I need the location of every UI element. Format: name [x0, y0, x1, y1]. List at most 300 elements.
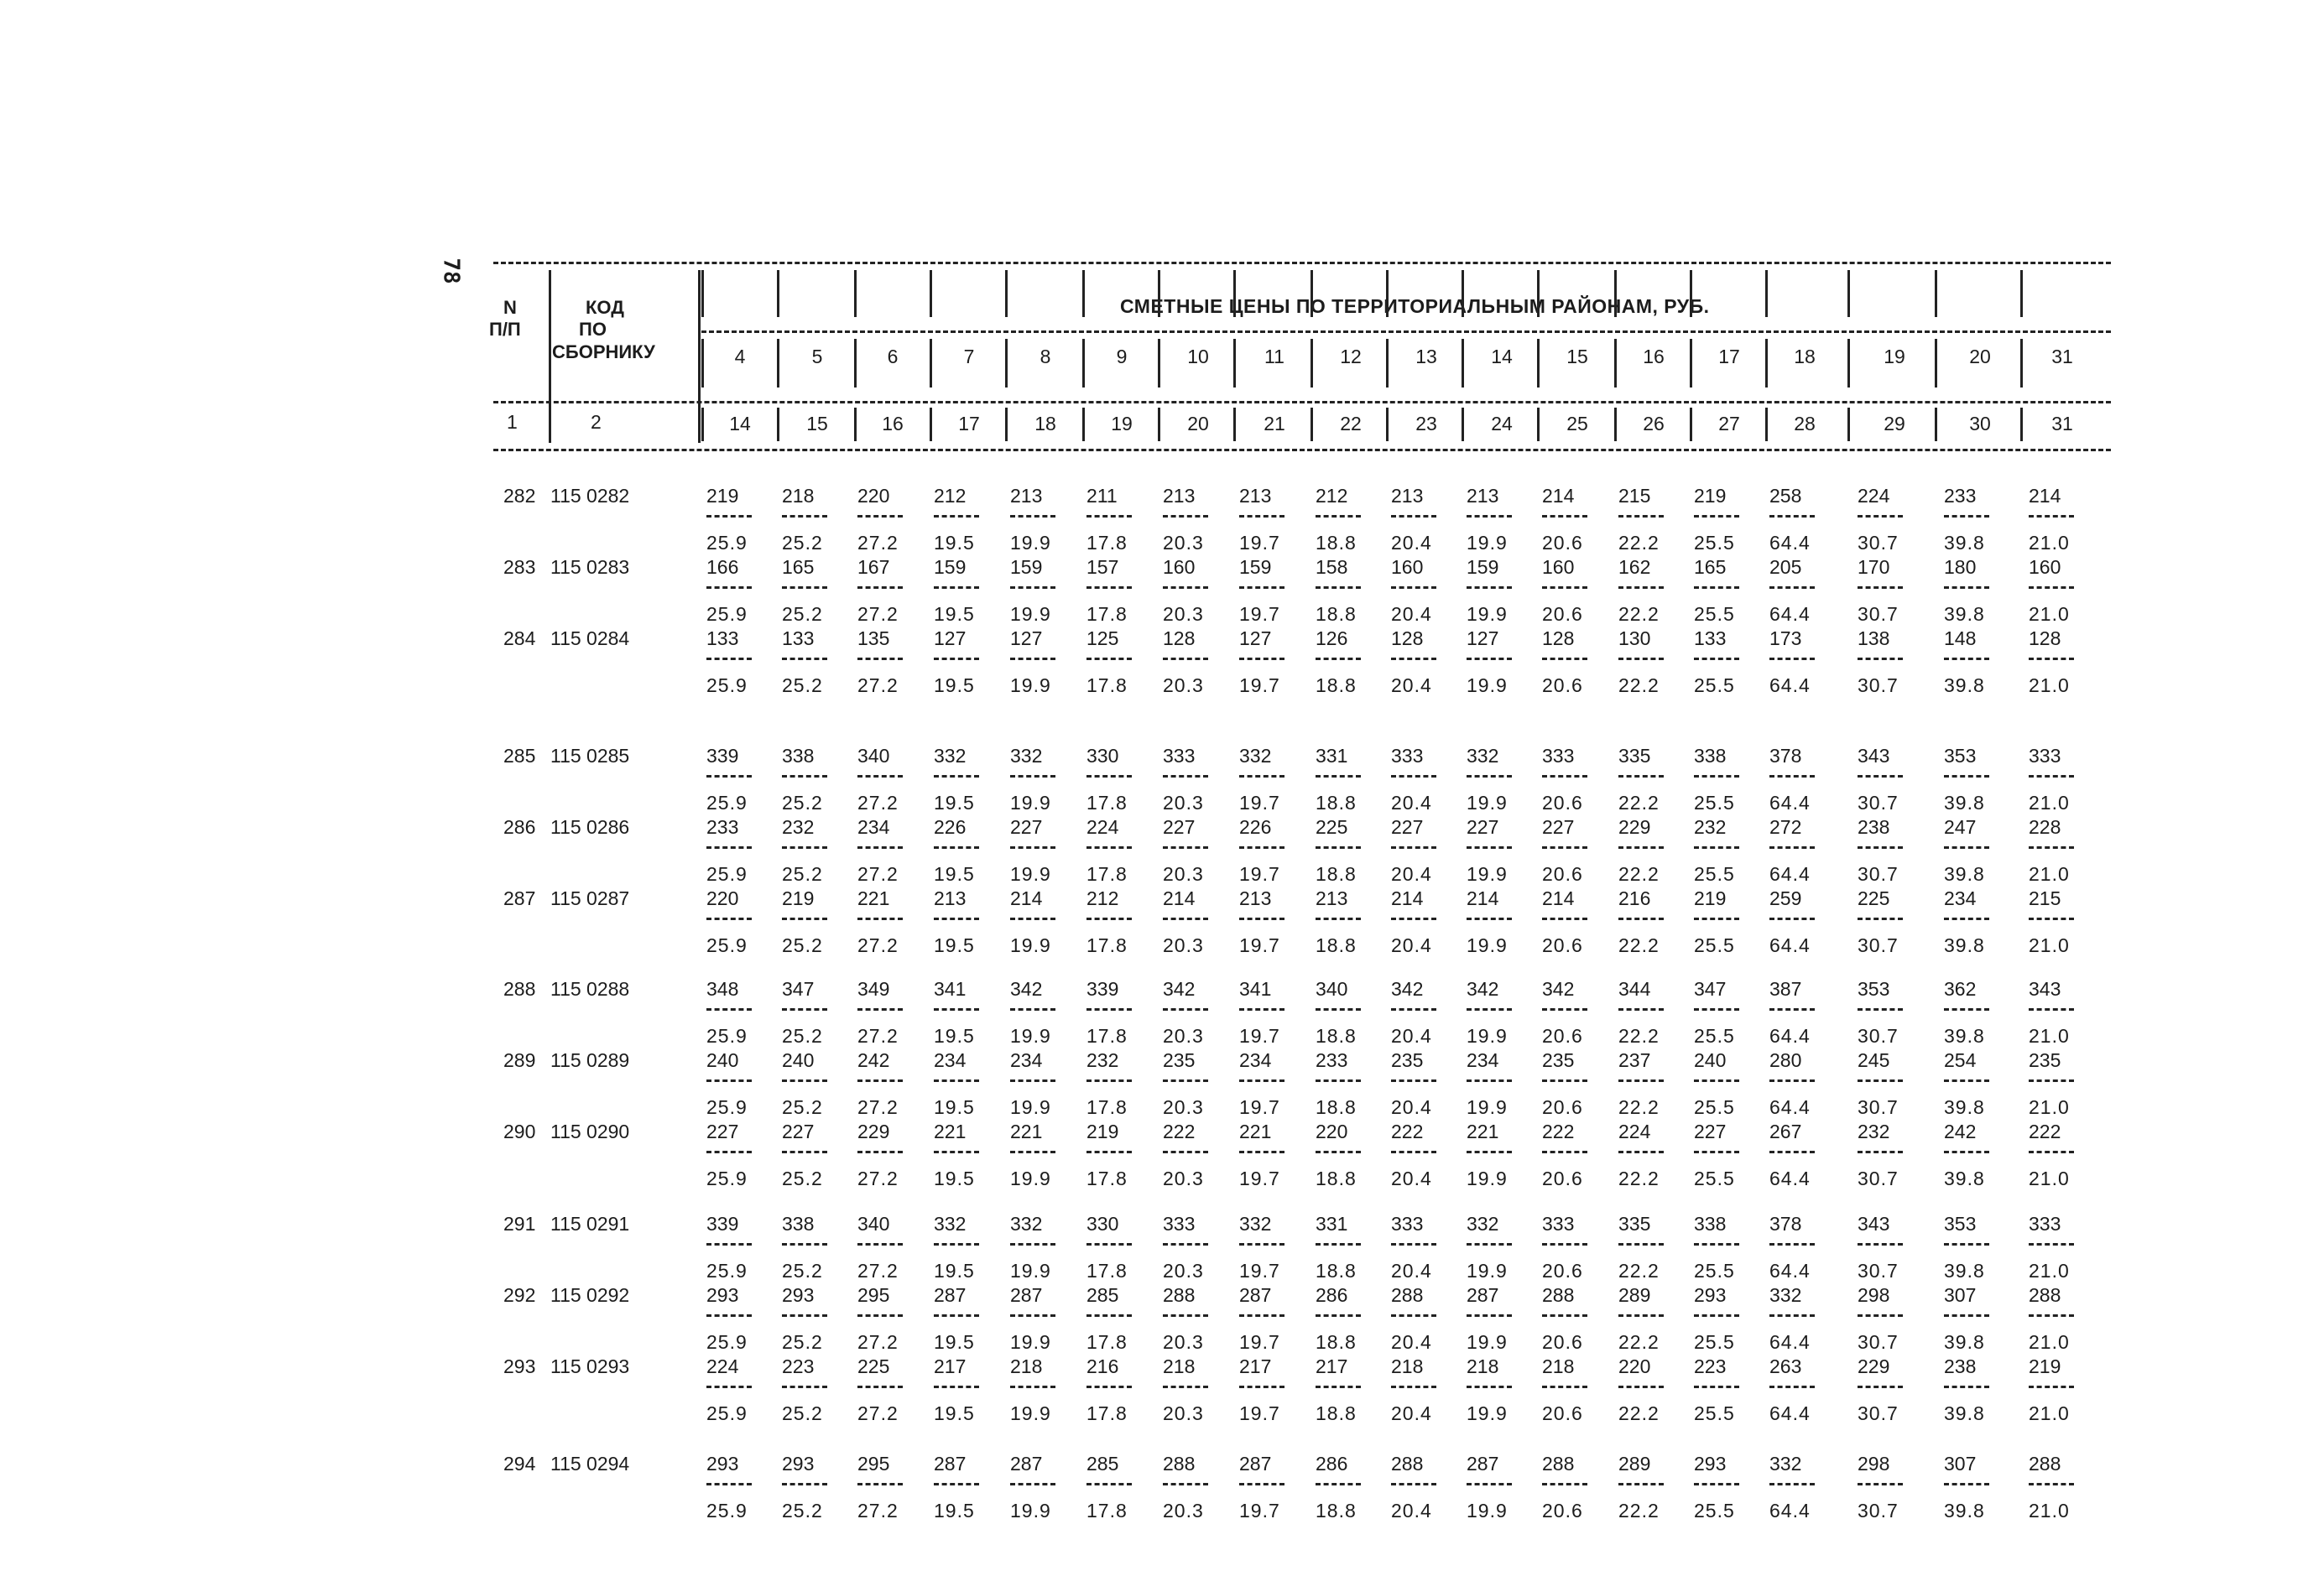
fraction-bar [1542, 1314, 1587, 1317]
index-col-divider [1005, 408, 1008, 441]
price-value: 128 [1163, 627, 1196, 649]
price-value: 135 [857, 627, 890, 649]
price-value: 229 [1858, 1355, 1890, 1377]
price-value: 245 [1858, 1049, 1890, 1071]
region-header: 15 [1566, 346, 1588, 367]
index-coefficient: 19.9 [1467, 603, 1508, 625]
fraction-bar [1467, 918, 1512, 920]
fraction-bar [1944, 1314, 1989, 1317]
index-coefficient: 20.3 [1163, 934, 1204, 956]
price-value: 289 [1618, 1284, 1651, 1306]
price-value: 160 [1163, 556, 1196, 578]
fraction-bar [706, 1151, 752, 1153]
index-coefficient: 39.8 [1944, 1168, 1985, 1189]
index-coefficient: 27.2 [857, 603, 899, 625]
fraction-bar [1618, 1008, 1664, 1011]
fraction-bar [1542, 918, 1587, 920]
price-value: 159 [934, 556, 967, 578]
fraction-bar [1316, 1079, 1361, 1082]
fraction-bar [1391, 1079, 1436, 1082]
region-header: 11 [1264, 346, 1284, 367]
price-value: 287 [1239, 1453, 1272, 1475]
fraction-bar [782, 1151, 827, 1153]
index-coefficient: 64.4 [1769, 934, 1811, 956]
price-value: 339 [706, 745, 739, 767]
price-value: 227 [1391, 816, 1424, 838]
fraction-bar [934, 1386, 979, 1388]
index-coefficient: 20.4 [1391, 1500, 1432, 1522]
row-code: 115 0285 [550, 745, 630, 767]
price-value: 212 [1086, 887, 1119, 909]
index-coefficient: 64.4 [1769, 1168, 1811, 1189]
fraction-bar [934, 658, 979, 660]
fraction-bar [1858, 846, 1903, 849]
index-coefficient: 19.7 [1239, 1025, 1280, 1047]
index-coefficient: 21.0 [2029, 1402, 2070, 1424]
price-value: 214 [1542, 887, 1575, 909]
fraction-bar [1858, 918, 1903, 920]
index-coefficient: 39.8 [1944, 1331, 1985, 1353]
index-coefficient: 20.3 [1163, 1402, 1204, 1424]
fraction-bar [1163, 1314, 1208, 1317]
index-coefficient: 19.9 [1010, 1331, 1051, 1353]
fraction-bar [1391, 918, 1436, 920]
header-sborniku: СБОРНИКУ [552, 341, 655, 362]
column-index: 17 [958, 413, 980, 434]
price-value: 228 [2029, 816, 2061, 838]
index-coefficient: 30.7 [1858, 532, 1899, 554]
price-value: 159 [1239, 556, 1272, 578]
index-col-divider [777, 408, 779, 441]
price-value: 223 [1694, 1355, 1727, 1377]
price-value: 127 [1010, 627, 1043, 649]
index-coefficient: 19.9 [1010, 863, 1051, 885]
price-value: 347 [782, 978, 815, 1000]
header-bottom-rule [493, 449, 2111, 451]
fraction-bar [1944, 918, 1989, 920]
row-number: 283 [503, 556, 536, 578]
price-value: 130 [1618, 627, 1651, 649]
fraction-bar [1467, 1008, 1512, 1011]
header-pp: П/П [489, 319, 521, 340]
region-header: 12 [1340, 346, 1362, 367]
price-value: 378 [1769, 1213, 1802, 1235]
index-coefficient: 18.8 [1316, 1096, 1357, 1118]
fraction-bar [782, 586, 827, 589]
index-coefficient: 21.0 [2029, 532, 2070, 554]
fraction-bar [1542, 775, 1587, 778]
fraction-bar [1086, 775, 1132, 778]
fraction-bar [857, 1151, 903, 1153]
header-mid-rule [701, 330, 2111, 333]
fraction-bar [2029, 846, 2074, 849]
fraction-bar [1239, 1483, 1284, 1485]
index-coefficient: 18.8 [1316, 1402, 1357, 1424]
price-value: 229 [857, 1121, 890, 1142]
price-value: 258 [1769, 485, 1802, 507]
price-value: 217 [934, 1355, 967, 1377]
index-coefficient: 20.4 [1391, 603, 1432, 625]
fraction-bar [1010, 1079, 1055, 1082]
index-coefficient: 25.5 [1694, 1402, 1735, 1424]
region-header: 5 [811, 346, 823, 367]
fraction-bar [1086, 1079, 1132, 1082]
price-value: 224 [1618, 1121, 1651, 1142]
row-number: 286 [503, 816, 536, 838]
index-coefficient: 30.7 [1858, 934, 1899, 956]
fraction-bar [2029, 658, 2074, 660]
index-coefficient: 27.2 [857, 1500, 899, 1522]
price-value: 160 [1542, 556, 1575, 578]
index-coefficient: 21.0 [2029, 792, 2070, 814]
index-coefficient: 19.9 [1467, 532, 1508, 554]
index-coefficient: 19.9 [1010, 934, 1051, 956]
fraction-bar [1239, 515, 1284, 518]
price-value: 288 [1391, 1284, 1424, 1306]
index-coefficient: 20.4 [1391, 674, 1432, 696]
fraction-bar [1010, 515, 1055, 518]
price-value: 378 [1769, 745, 1802, 767]
price-value: 332 [934, 745, 967, 767]
price-value: 127 [1239, 627, 1272, 649]
fraction-bar [1010, 775, 1055, 778]
index-coefficient: 39.8 [1944, 1402, 1985, 1424]
price-value: 215 [1618, 485, 1651, 507]
fraction-bar [857, 846, 903, 849]
fraction-bar [1944, 1151, 1989, 1153]
row-code: 115 0289 [550, 1049, 630, 1071]
column-index: 14 [729, 413, 751, 434]
row-code: 115 0290 [550, 1121, 630, 1142]
column-index: 25 [1566, 413, 1588, 434]
row-code: 115 0292 [550, 1284, 630, 1306]
region-header: 13 [1415, 346, 1437, 367]
fraction-bar [782, 1386, 827, 1388]
index-coefficient: 25.5 [1694, 1168, 1735, 1189]
fraction-bar [706, 586, 752, 589]
index-coefficient: 25.9 [706, 792, 748, 814]
fraction-bar [857, 586, 903, 589]
fraction-bar [934, 515, 979, 518]
price-value: 285 [1086, 1453, 1119, 1475]
index-coefficient: 25.5 [1694, 1025, 1735, 1047]
index-col-divider [930, 408, 932, 441]
fraction-bar [1163, 1386, 1208, 1388]
fraction-bar [1769, 1314, 1815, 1317]
fraction-bar [1618, 846, 1664, 849]
index-coefficient: 27.2 [857, 1168, 899, 1189]
price-value: 219 [706, 485, 739, 507]
index-coefficient: 64.4 [1769, 1260, 1811, 1282]
region-col-divider [1082, 339, 1085, 388]
fraction-bar [706, 1483, 752, 1485]
fraction-bar [1010, 586, 1055, 589]
price-value: 293 [706, 1453, 739, 1475]
index-coefficient: 25.5 [1694, 934, 1735, 956]
row-code: 115 0282 [550, 485, 630, 507]
fraction-bar [1010, 918, 1055, 920]
price-value: 220 [1618, 1355, 1651, 1377]
price-value: 224 [1858, 485, 1890, 507]
price-value: 213 [1391, 485, 1424, 507]
price-value: 212 [934, 485, 967, 507]
price-value: 221 [857, 887, 890, 909]
row-number: 293 [503, 1355, 536, 1377]
fraction-bar [1239, 846, 1284, 849]
fraction-bar [706, 1008, 752, 1011]
fraction-bar [1239, 1314, 1284, 1317]
index-col-divider [1311, 408, 1313, 441]
index-coefficient: 20.6 [1542, 934, 1583, 956]
index-coefficient: 20.3 [1163, 532, 1204, 554]
index-coefficient: 20.6 [1542, 1096, 1583, 1118]
index-coefficient: 17.8 [1086, 1168, 1128, 1189]
fraction-bar [1239, 918, 1284, 920]
fraction-bar [1163, 658, 1208, 660]
price-value: 218 [1467, 1355, 1499, 1377]
fraction-bar [1086, 1314, 1132, 1317]
fraction-bar [1239, 658, 1284, 660]
index-coefficient: 19.5 [934, 603, 975, 625]
price-value: 233 [706, 816, 739, 838]
fraction-bar [706, 1386, 752, 1388]
fraction-bar [706, 515, 752, 518]
price-value: 227 [1467, 816, 1499, 838]
fraction-bar [1239, 1386, 1284, 1388]
price-value: 235 [1163, 1049, 1196, 1071]
fraction-bar [1239, 586, 1284, 589]
region-col-divider [2020, 339, 2023, 388]
price-value: 235 [1542, 1049, 1575, 1071]
fraction-bar [1239, 775, 1284, 778]
price-value: 342 [1467, 978, 1499, 1000]
price-value: 214 [1010, 887, 1043, 909]
fraction-bar [1010, 1008, 1055, 1011]
index-col-divider [1462, 408, 1464, 441]
column-index: 24 [1491, 413, 1513, 434]
index-coefficient: 25.9 [706, 1500, 748, 1522]
index-coefficient: 19.7 [1239, 863, 1280, 885]
header-index-1: 1 [507, 411, 518, 433]
fraction-bar [782, 1243, 827, 1246]
index-coefficient: 22.2 [1618, 603, 1660, 625]
row-number: 288 [503, 978, 536, 1000]
price-value: 213 [1239, 887, 1272, 909]
index-coefficient: 21.0 [2029, 1331, 2070, 1353]
fraction-bar [1858, 1483, 1903, 1485]
index-coefficient: 20.6 [1542, 674, 1583, 696]
price-value: 330 [1086, 745, 1119, 767]
fraction-bar [1010, 658, 1055, 660]
index-coefficient: 27.2 [857, 792, 899, 814]
price-value: 234 [857, 816, 890, 838]
fraction-bar [857, 658, 903, 660]
price-value: 332 [1769, 1453, 1802, 1475]
fraction-bar [1467, 1386, 1512, 1388]
fraction-bar [1769, 918, 1815, 920]
fraction-bar [2029, 1314, 2074, 1317]
price-value: 225 [1316, 816, 1348, 838]
header-top-rule [493, 262, 2111, 264]
index-coefficient: 19.9 [1467, 1331, 1508, 1353]
index-coefficient: 19.7 [1239, 1168, 1280, 1189]
region-col-divider [1690, 339, 1692, 388]
fraction-bar [1769, 1008, 1815, 1011]
price-value: 233 [1316, 1049, 1348, 1071]
price-value: 162 [1618, 556, 1651, 578]
fraction-bar [1316, 586, 1361, 589]
fraction-bar [1467, 1314, 1512, 1317]
region-col-divider [1005, 339, 1008, 388]
region-header: 8 [1040, 346, 1051, 367]
header-col-divider [854, 270, 857, 317]
header-col-divider [701, 270, 704, 317]
fraction-bar [1769, 1079, 1815, 1082]
price-value: 332 [1010, 1213, 1043, 1235]
price-value: 133 [706, 627, 739, 649]
index-coefficient: 30.7 [1858, 792, 1899, 814]
fraction-bar [2029, 1008, 2074, 1011]
price-value: 340 [857, 745, 890, 767]
price-value: 295 [857, 1453, 890, 1475]
price-value: 225 [857, 1355, 890, 1377]
index-coefficient: 22.2 [1618, 1168, 1660, 1189]
fraction-bar [1944, 775, 1989, 778]
row-number: 282 [503, 485, 536, 507]
header-index-rule-top [493, 401, 2111, 403]
price-value: 218 [1391, 1355, 1424, 1377]
fraction-bar [1467, 1483, 1512, 1485]
price-value: 233 [1944, 485, 1977, 507]
fraction-bar [1010, 1243, 1055, 1246]
index-coefficient: 19.7 [1239, 1096, 1280, 1118]
fraction-bar [1239, 1243, 1284, 1246]
price-value: 247 [1944, 816, 1977, 838]
fraction-bar [1858, 1008, 1903, 1011]
price-value: 224 [706, 1355, 739, 1377]
fraction-bar [782, 1008, 827, 1011]
price-value: 227 [1694, 1121, 1727, 1142]
index-coefficient: 39.8 [1944, 1500, 1985, 1522]
price-value: 240 [706, 1049, 739, 1071]
fraction-bar [782, 918, 827, 920]
column-index: 18 [1034, 413, 1056, 434]
header-col-divider [1386, 270, 1389, 317]
index-coefficient: 19.7 [1239, 1402, 1280, 1424]
fraction-bar [1694, 515, 1739, 518]
price-value: 219 [782, 887, 815, 909]
price-value: 148 [1944, 627, 1977, 649]
price-value: 333 [1391, 1213, 1424, 1235]
region-col-divider [1847, 339, 1850, 388]
fraction-bar [1391, 1314, 1436, 1317]
region-header: 4 [734, 346, 746, 367]
fraction-bar [1086, 658, 1132, 660]
index-coefficient: 19.5 [934, 863, 975, 885]
index-coefficient: 25.5 [1694, 1260, 1735, 1282]
index-coefficient: 64.4 [1769, 792, 1811, 814]
index-coefficient: 30.7 [1858, 1025, 1899, 1047]
index-coefficient: 20.4 [1391, 863, 1432, 885]
fraction-bar [1163, 846, 1208, 849]
index-coefficient: 19.7 [1239, 1500, 1280, 1522]
fraction-bar [1542, 1243, 1587, 1246]
header-col-divider [777, 270, 779, 317]
fraction-bar [1086, 1151, 1132, 1153]
index-col-divider [1847, 408, 1850, 441]
fraction-bar [1163, 586, 1208, 589]
price-value: 219 [2029, 1355, 2061, 1377]
column-index: 31 [2051, 413, 2073, 434]
index-coefficient: 25.2 [782, 674, 823, 696]
fraction-bar [1694, 658, 1739, 660]
fraction-bar [934, 1008, 979, 1011]
index-coefficient: 20.3 [1163, 1500, 1204, 1522]
row-number: 285 [503, 745, 536, 767]
fraction-bar [706, 775, 752, 778]
index-coefficient: 25.9 [706, 674, 748, 696]
index-coefficient: 20.3 [1163, 603, 1204, 625]
header-col-divider [1158, 270, 1160, 317]
index-coefficient: 25.2 [782, 1500, 823, 1522]
price-value: 234 [1467, 1049, 1499, 1071]
fraction-bar [1163, 515, 1208, 518]
header-col-divider [1690, 270, 1692, 317]
price-value: 234 [1239, 1049, 1272, 1071]
price-value: 218 [782, 485, 815, 507]
index-coefficient: 20.4 [1391, 792, 1432, 814]
index-coefficient: 39.8 [1944, 1025, 1985, 1047]
row-code: 115 0287 [550, 887, 630, 909]
index-coefficient: 20.4 [1391, 1025, 1432, 1047]
price-value: 227 [1010, 816, 1043, 838]
index-coefficient: 19.5 [934, 532, 975, 554]
fraction-bar [934, 1079, 979, 1082]
index-coefficient: 64.4 [1769, 863, 1811, 885]
index-coefficient: 19.5 [934, 934, 975, 956]
price-value: 220 [857, 485, 890, 507]
index-coefficient: 64.4 [1769, 1402, 1811, 1424]
price-value: 128 [1542, 627, 1575, 649]
index-coefficient: 39.8 [1944, 1260, 1985, 1282]
fraction-bar [1467, 1151, 1512, 1153]
fraction-bar [1694, 1386, 1739, 1388]
price-value: 333 [1163, 745, 1196, 767]
price-value: 238 [1944, 1355, 1977, 1377]
price-value: 340 [857, 1213, 890, 1235]
price-value: 219 [1086, 1121, 1119, 1142]
index-coefficient: 19.9 [1467, 1025, 1508, 1047]
index-coefficient: 20.6 [1542, 1402, 1583, 1424]
price-value: 225 [1858, 887, 1890, 909]
region-header: 7 [963, 346, 975, 367]
fraction-bar [1694, 1151, 1739, 1153]
price-value: 126 [1316, 627, 1348, 649]
price-value: 341 [1239, 978, 1272, 1000]
index-coefficient: 19.9 [1010, 603, 1051, 625]
fraction-bar [1239, 1151, 1284, 1153]
fraction-bar [1316, 1151, 1361, 1153]
index-coefficient: 64.4 [1769, 1096, 1811, 1118]
price-value: 342 [1542, 978, 1575, 1000]
region-header: 9 [1116, 346, 1128, 367]
fraction-bar [1769, 846, 1815, 849]
fraction-bar [1542, 515, 1587, 518]
price-value: 213 [934, 887, 967, 909]
column-index: 22 [1340, 413, 1362, 434]
index-coefficient: 20.4 [1391, 532, 1432, 554]
index-coefficient: 21.0 [2029, 674, 2070, 696]
